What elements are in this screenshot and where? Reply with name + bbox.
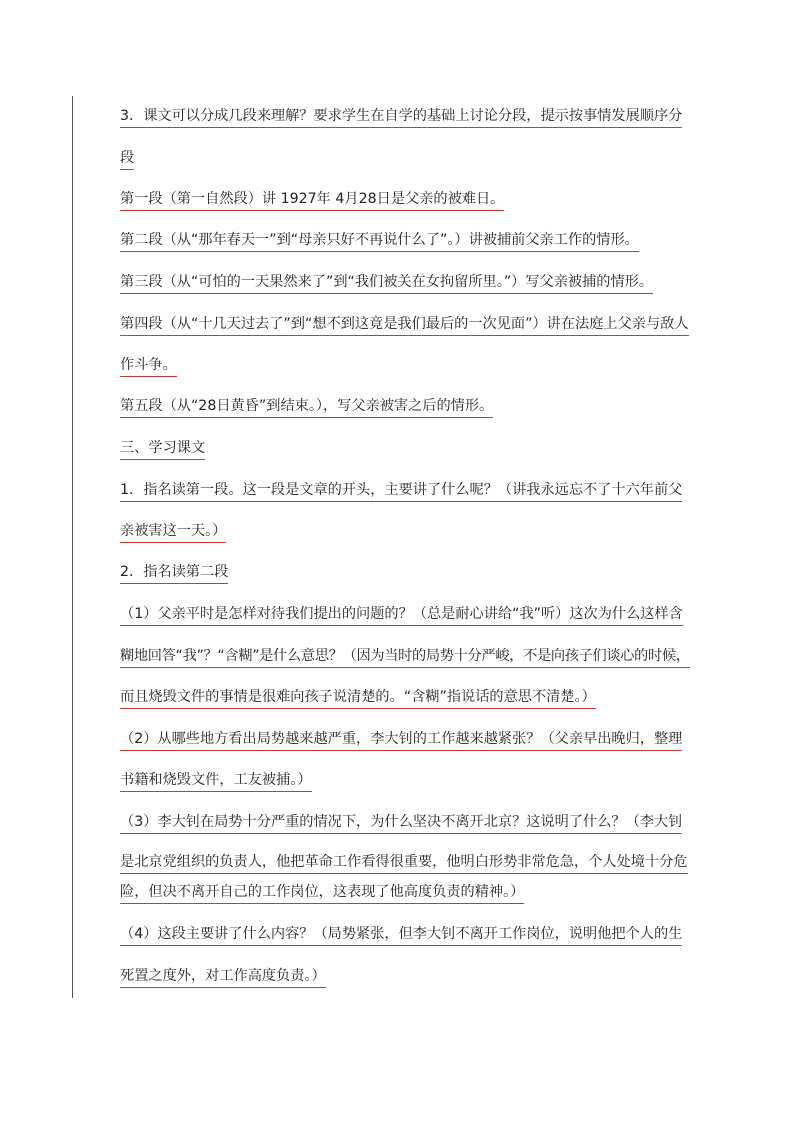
text-line: 第一段（第一自然段）讲 1927年 4月28日是父亲的被难日。 (120, 190, 504, 211)
text-line: 2．指名读第二段 (120, 563, 228, 584)
text-line: 险，但决不离开自己的工作岗位，这表现了他高度负责的精神。） (120, 883, 524, 904)
text-line: （2）从哪些地方看出局势越来越严重，李大钊的工作越来越紧张？（父亲早出晚归，整理 (120, 730, 682, 751)
text-line: 第五段（从“28日黄昏”到结束。），写父亲被害之后的情形。 (120, 397, 493, 418)
text-line: 亲被害这一天。） (120, 522, 226, 543)
text-line: （1）父亲平时是怎样对待我们提出的问题的？（总是耐心讲给“我”听）这次为什么这样含 (120, 605, 683, 626)
text-line: 作斗争。 (120, 356, 177, 377)
text-line: 糊地回答“我”？“含糊”是什么意思？（因为当时的局势十分严峻，不是向孩子们谈心的时候， (120, 647, 690, 668)
text-line: 段 (120, 149, 134, 170)
text-line: 第二段（从“那年春天一”到“母亲只好不再说什么了”。）讲被捕前父亲工作的情形。 (120, 231, 639, 252)
text-line: 第三段（从“可怕的一天果然来了”到“我们被关在女拘留所里。”）写父亲被捕的情形。 (120, 273, 653, 294)
text-line: 而且烧毁文件的事情是很难向孩子说清楚的。“含糊”指说话的意思不清楚。） (120, 688, 596, 709)
section-heading: 三、学习课文 (120, 439, 205, 460)
text-line: 是北京党组织的负责人，他把革命工作看得很重要，他明白形势非常危急，个人处境十分危 (120, 853, 688, 874)
text-line: 3．课文可以分成几段来理解？要求学生在自学的基础上讨论分段，提示按事情发展顺序分 (120, 107, 682, 128)
text-line: 书籍和烧毁文件，工友被捕。） (120, 771, 312, 792)
margin-rule (72, 96, 73, 998)
text-line: 第四段（从“十几天过去了”到“想不到这竟是我们最后的一次见面”）讲在法庭上父亲与敌人 (120, 315, 689, 336)
text-line: 死置之度外，对工作高度负责。） (120, 967, 326, 988)
text-line: 1．指名读第一段。这一段是文章的开头，主要讲了什么呢？（讲我永远忘不了十六年前父 (120, 481, 682, 502)
text-line: （3）李大钊在局势十分严重的情况下，为什么坚决不离开北京？这说明了什么？（李大钊 (120, 813, 682, 834)
text-line: （4）这段主要讲了什么内容？（局势紧张，但李大钊不离开工作岗位，说明他把个人的生 (120, 925, 682, 946)
